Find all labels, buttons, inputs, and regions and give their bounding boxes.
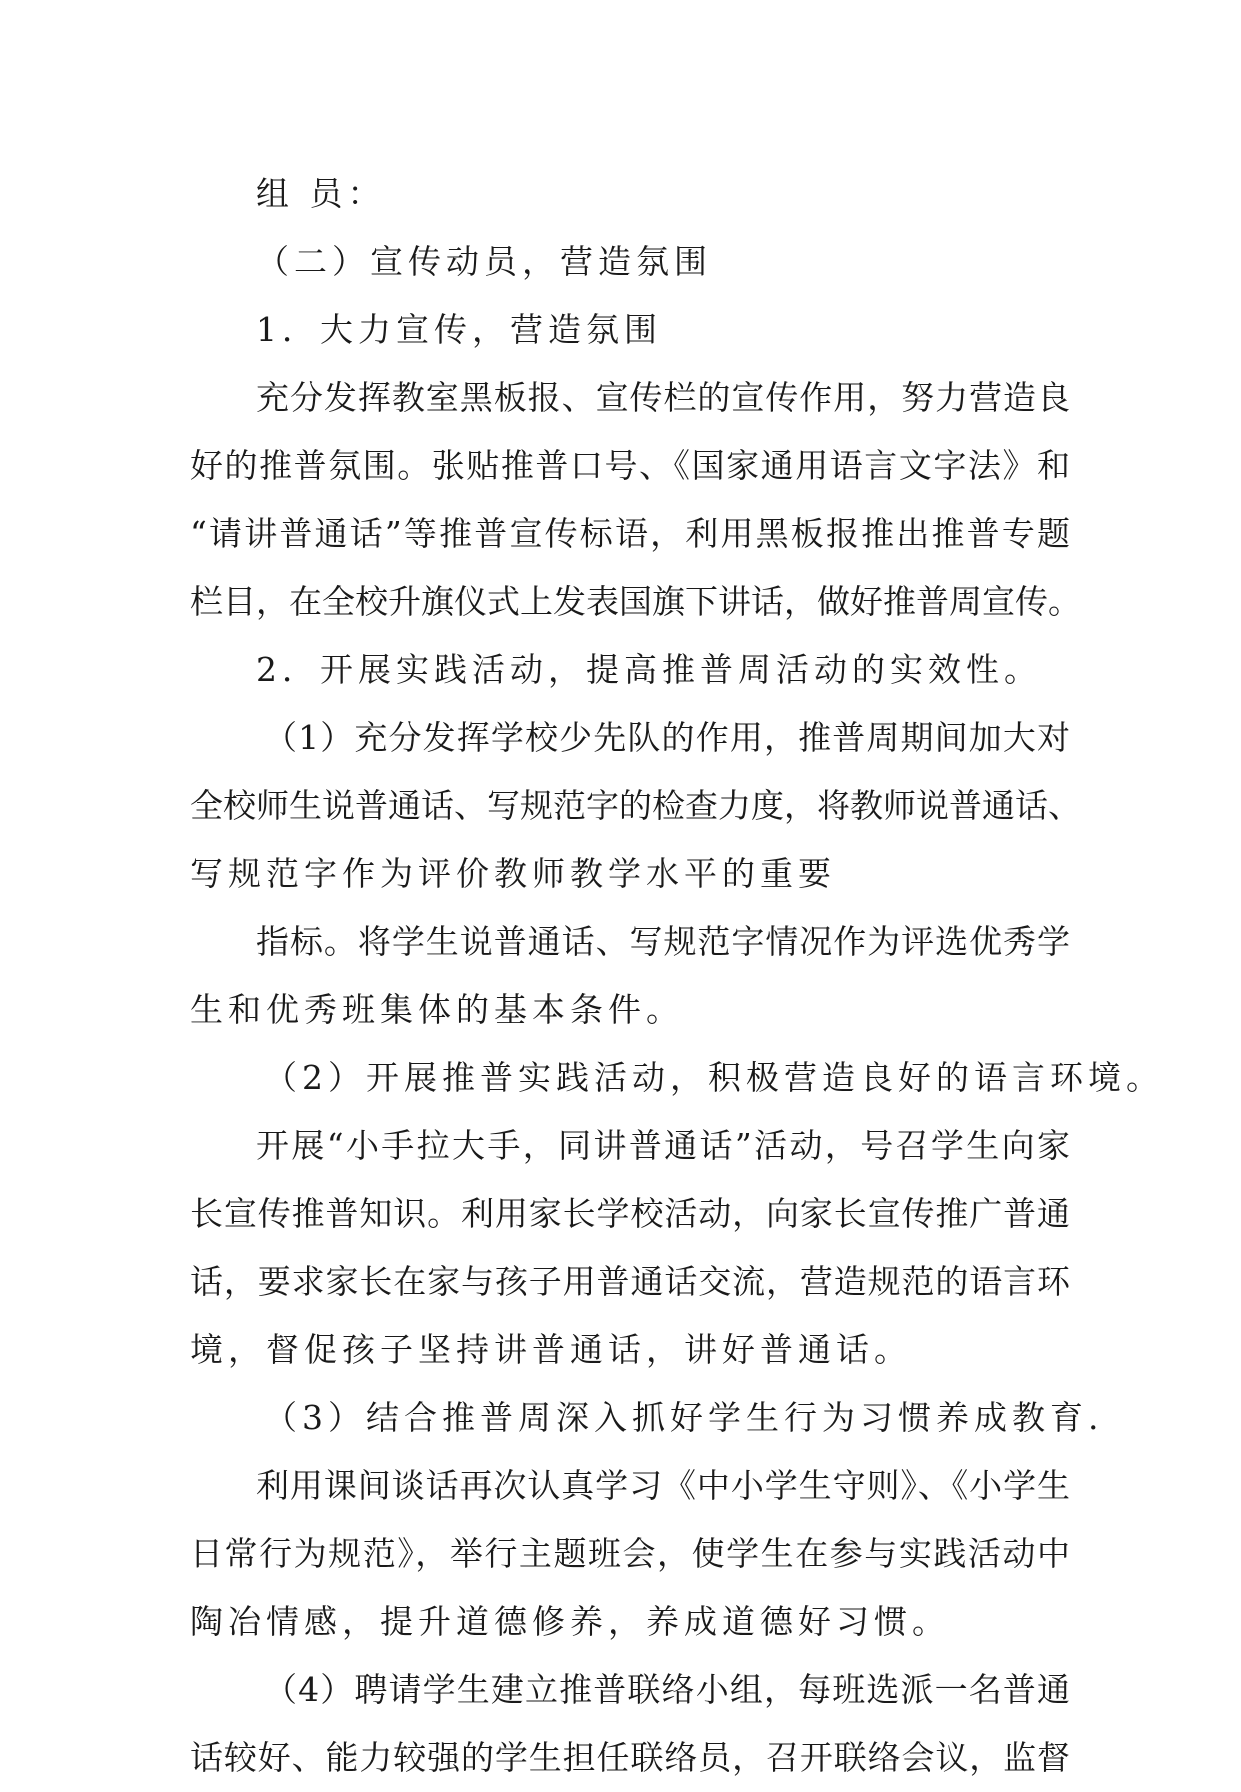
paragraph-line: 话较好、能力较强的学生担任联络员，召开联络会议，监督 [190, 1738, 1070, 1777]
paragraph-line: “请讲普通话”等推普宣传标语，利用黑板报推出推普专题 [190, 514, 1070, 553]
paragraph-line: （4）聘请学生建立推普联络小组，每班选派一名普通 [264, 1670, 1070, 1709]
paragraph-line: 境，督促孩子坚持讲普通话，讲好普通话。 [190, 1330, 912, 1369]
paragraph-line: 话，要求家长在家与孩子用普通话交流，营造规范的语言环 [190, 1262, 1070, 1301]
item-heading-2: （2）开展推普实践活动，积极营造良好的语言环境。 [264, 1058, 1164, 1097]
paragraph-line: 栏目，在全校升旗仪式上发表国旗下讲话，做好推普周宣传。 [190, 582, 1081, 621]
subheading-1: 1．大力宣传，营造氛围 [256, 310, 662, 349]
paragraph-line: 长宣传推普知识。利用家长学校活动，向家长宣传推广普通 [190, 1194, 1070, 1233]
paragraph-line: 充分发挥教室黑板报、宣传栏的宣传作用，努力营造良 [256, 378, 1070, 417]
paragraph-line: 好的推普氛围。张贴推普口号、《国家通用语言文字法》和 [190, 446, 1070, 485]
team-members-line: 组 员： [256, 174, 386, 213]
item-heading-3: （3）结合推普周深入抓好学生行为习惯养成教育. [264, 1398, 1104, 1437]
document-page [190, 160, 1164, 1792]
paragraph-line: 写规范字作为评价教师教学水平的重要 [190, 854, 836, 893]
paragraph-line: （1）充分发挥学校少先队的作用，推普周期间加大对 [264, 718, 1070, 757]
paragraph-line: 全校师生说普通话、写规范字的检查力度，将教师说普通话、 [190, 786, 1081, 825]
paragraph-line: 开展“小手拉大手，同讲普通话”活动，号召学生向家 [256, 1126, 1070, 1165]
paragraph-line: 生和优秀班集体的基本条件。 [190, 990, 684, 1029]
paragraph-line: 指标。将学生说普通话、写规范字情况作为评选优秀学 [256, 922, 1070, 961]
paragraph-line: 陶冶情感，提升道德修养，养成道德好习惯。 [190, 1602, 950, 1641]
paragraph-line: 日常行为规范》，举行主题班会，使学生在参与实践活动中 [190, 1534, 1070, 1573]
subheading-2: 2．开展实践活动，提高推普周活动的实效性。 [256, 650, 1042, 689]
section-heading-2: （二）宣传动员，营造氛围 [256, 242, 712, 281]
paragraph-line: 利用课间谈话再次认真学习《中小学生守则》、《小学生 [256, 1466, 1070, 1505]
